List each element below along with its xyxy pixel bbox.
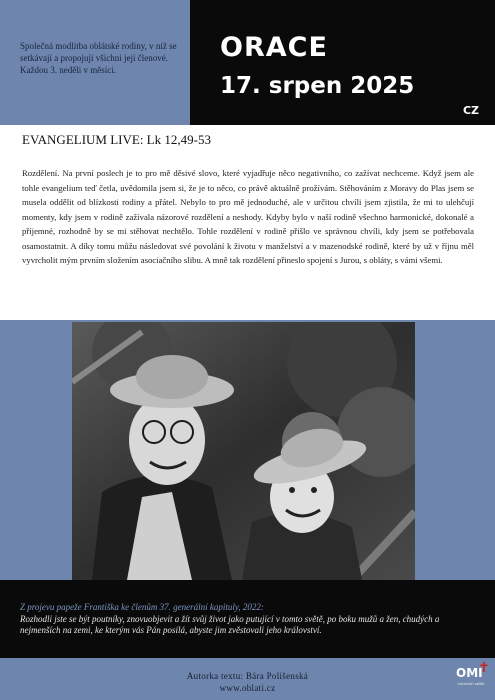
gospel-heading: EVANGELIUM LIVE: Lk 12,49-53 xyxy=(22,132,211,147)
quote-title: Z projevu papeže Františka ke členům 37. generální kapituly, 2022: xyxy=(20,602,264,612)
page-title: ORACE xyxy=(220,32,328,63)
omi-logo-word: OMI xyxy=(456,666,483,680)
footer-author: Autorka textu: Bára Polišenská xyxy=(186,671,309,681)
quote-text: Rozhodli jste se být poutníky, znovuobjevit a žít svůj život jako putující v tomto světě, po boku mužů a žen, chudých a nejmenších na zemi, ke kterým vás Pán posílá, abyste jim zvěstovali jeho království. xyxy=(20,614,440,635)
language-badge: CZ xyxy=(462,104,479,117)
omi-logo xyxy=(456,660,490,696)
couple-photo-drawing xyxy=(72,322,415,580)
cross-icon: ✝ xyxy=(478,660,490,676)
intro-panel xyxy=(0,0,190,125)
intro-text: Společná modlitba oblátské rodiny, v níž se setkávají a propojují všichni její členové. Každou 3. neděli v měsíci. xyxy=(20,41,177,75)
couple-photo xyxy=(72,322,415,580)
page-date: 17. srpen 2025 xyxy=(220,73,415,99)
omi-logo-tagline: misionáři obláti xyxy=(457,682,485,686)
gospel-text: Rozdělení. Na první poslech je to pro mě děsivé slovo, které vyjadřuje něco negativního, co zažívat nechceme. Když jsem ale tohle evangelium teď četla, uvědomila jsem si, že je to něco, co právě aktuálně prožívám. Stěhováním z Moravy do Plas jsem se musela oddělit od blízkosti rodiny a přátel. Nebylo to pro mě jednoduché, ale v určitou chvíli jsem zjistila, že mi to ulehčují momenty, kdy jsem v rodině zažívala názorové rozdělení a neshody. Kdyby bylo v naší rodině všechno harmonické, dokonalé a příjemné, rozhodně by se mi stěhovat nechtělo. Tohle rozdělení v rodině přišlo ve správnou chvíli, kdy jsem se potřebovala osamostatnit. A díky tomu můžu následovat své povolání k životu v manželství a v mazenodské rodině, které by už v říjnu měl vyvrcholit mým prvním složením asociačního slibu. A mně tak rozdělení přineslo spojení s Jurou, s obláty, s vámi všemi. xyxy=(22,168,474,265)
footer-url[interactable]: www.oblati.cz xyxy=(219,683,276,693)
title-panel xyxy=(190,0,495,125)
